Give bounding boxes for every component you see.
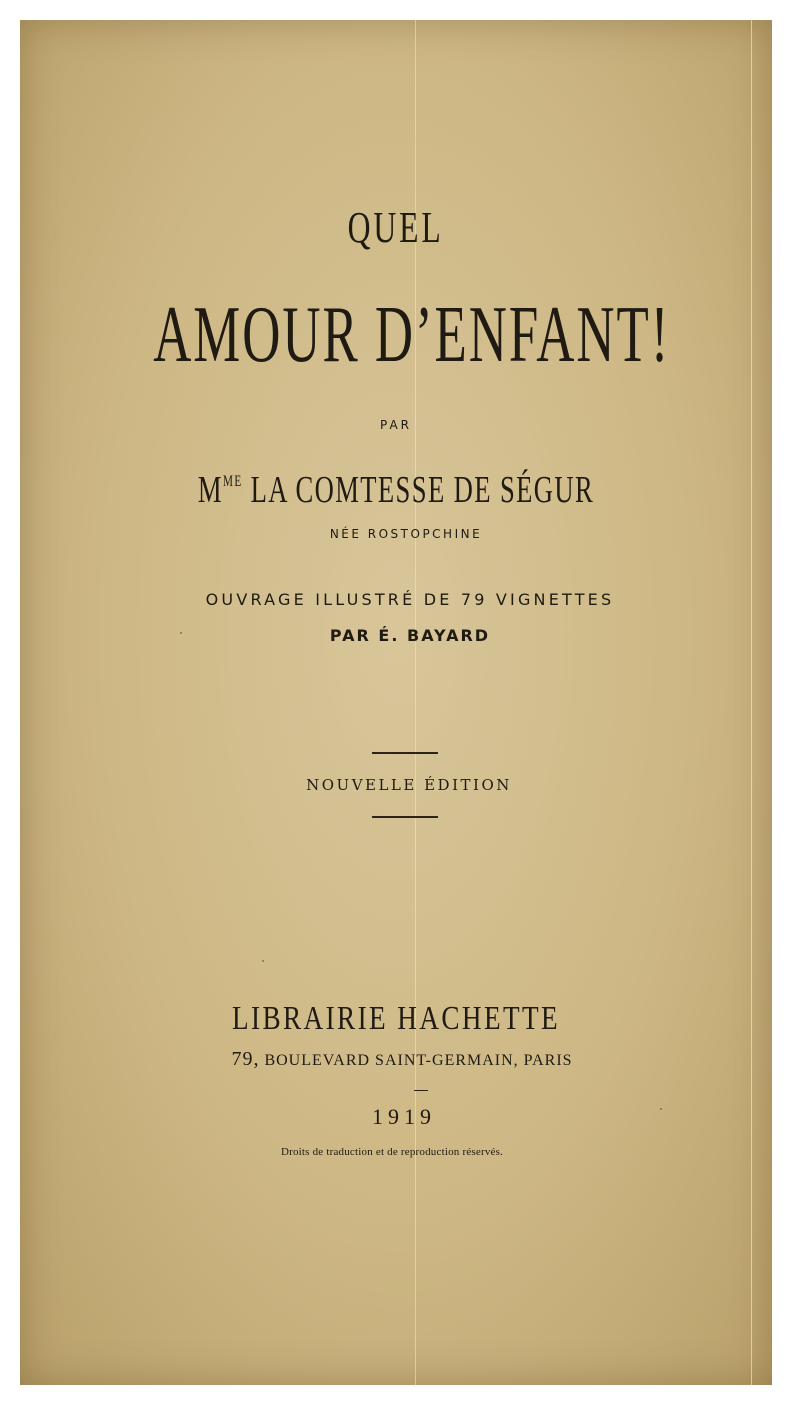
author-name: LA COMTESSE DE SÉGUR — [250, 469, 595, 511]
illustrator-credit: PAR É. BAYARD — [329, 626, 491, 645]
author-prefix: M — [197, 469, 223, 511]
rights-notice: Droits de traduction et de reproduction réservés. — [280, 1146, 504, 1158]
by-label: PAR — [379, 418, 412, 432]
publisher-name: LIBRAIRIE HACHETTE — [231, 1000, 560, 1037]
author-birth-name: NÉE ROSTOPCHINE — [329, 527, 483, 541]
publisher-address — [26, 1048, 772, 1071]
book-title-line-2: AMOUR D’ENFANT! — [153, 291, 671, 379]
divider-rule — [372, 752, 438, 754]
divider-rule — [372, 816, 438, 818]
author-superscript: ME — [222, 473, 243, 490]
illustration-note: OUVRAGE ILLUSTRÉ DE 79 VIGNETTES — [205, 590, 615, 609]
edition-label: NOUVELLE ÉDITION — [306, 776, 512, 794]
address-number: 79, — [231, 1048, 260, 1070]
book-title-line-1: QUEL — [348, 203, 444, 252]
title-page — [20, 20, 772, 1385]
author-line — [20, 468, 772, 512]
publication-year: 1919 — [372, 1104, 436, 1129]
address-street: BOULEVARD SAINT-GERMAIN, PARIS — [264, 1052, 573, 1069]
paper-speck — [262, 960, 264, 962]
small-dash — [414, 1090, 428, 1091]
